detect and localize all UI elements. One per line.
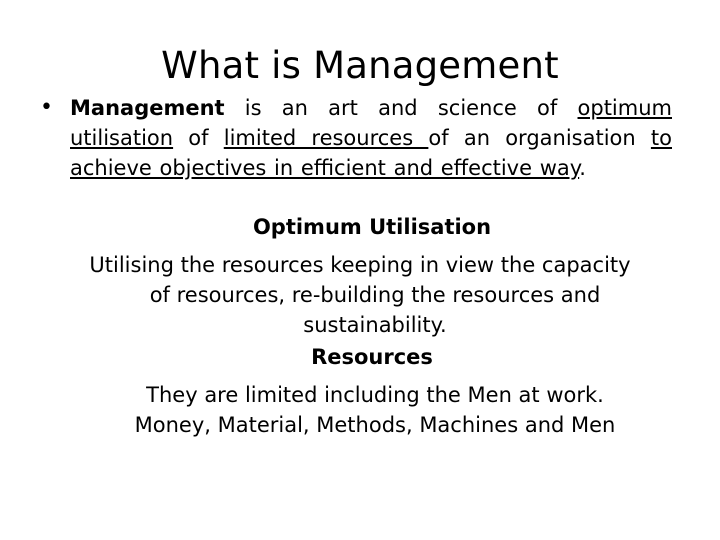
bullet-segment: of an organisation (428, 126, 651, 150)
slide-title: What is Management (161, 44, 559, 87)
text-line: Money, Material, Methods, Machines and Men (134, 413, 616, 437)
section-text-optimum-utilisation (0, 250, 720, 340)
section-heading-resources: Resources (311, 345, 433, 369)
bullet-text (70, 93, 672, 183)
bullet-segment: is an art and science of (224, 96, 578, 120)
text-line: sustainability. (303, 313, 447, 337)
section-text-resources (0, 380, 720, 440)
bullet-underlined-phrase: optimum utilisation (70, 96, 672, 150)
section-heading-optimum-utilisation: Optimum Utilisation (252, 215, 492, 239)
bullet-underlined-phrase: limited resources (223, 126, 429, 150)
bullet-underlined-phrase: to achieve objectives in efficient and effective way (70, 126, 672, 180)
text-line: of resources, re-building the resources and (149, 283, 601, 307)
bullet-segment: . (579, 156, 586, 180)
bullet-marker-icon: • (40, 95, 53, 120)
text-line: They are limited including the Men at work. (146, 383, 604, 407)
bullet-segment: of (173, 126, 224, 150)
text-line: Utilising the resources keeping in view the capacity (89, 253, 631, 277)
bullet-point (40, 93, 672, 183)
bullet-term: Management (70, 96, 225, 120)
